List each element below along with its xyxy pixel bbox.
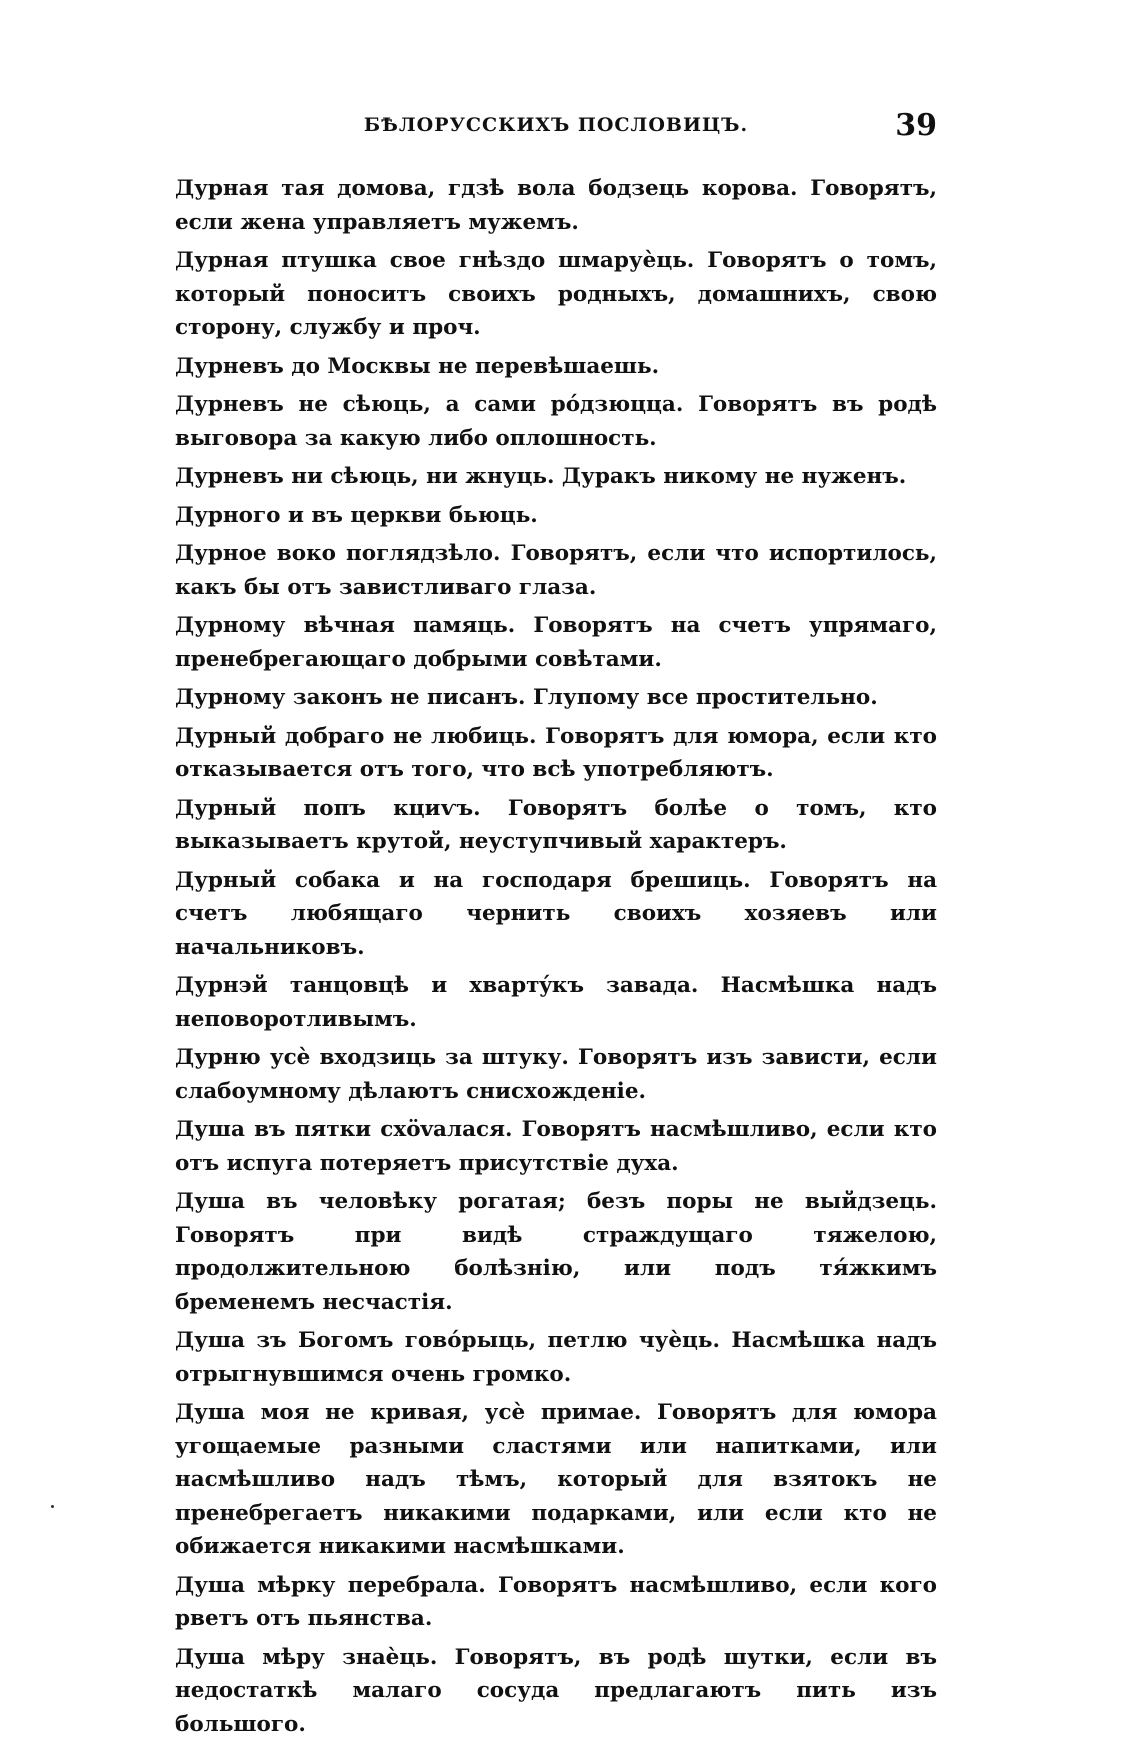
proverb-entry: Дурное воко поглядзѣло. Говорятъ, если что испортилось, какъ бы отъ завистливаго глаза.: [175, 541, 937, 600]
proverb-entry: Дурная тая домова, гдзѣ вола бодзець корова. Говорятъ, если жена управляетъ мужемъ.: [175, 176, 937, 235]
proverb-entry: Дурнэй танцовцѣ и хвартýкъ завада. Насмѣшка надъ неповоротливымъ.: [175, 973, 937, 1032]
running-title: БѢЛОРУССКИХЪ ПОСЛОВИЦЪ.: [363, 114, 749, 136]
proverb-entry: Душа мѣрку перебрала. Говорятъ насмѣшливо, если кого рветъ отъ пьянства.: [175, 1572, 937, 1631]
proverb-entry: Дурная птушка свое гнѣздо шмаруѐць. Говорятъ о томъ, который поноситъ своихъ родныхъ, домашнихъ, свою сторону, службу и проч.: [175, 248, 937, 340]
page-number: 39: [895, 108, 937, 143]
proverb-entry: Дурному законъ не писанъ. Глупому все простительно.: [175, 685, 878, 710]
proverb-entry: Дурный добраго не любиць. Говорятъ для юмора, если кто отказывается отъ того, что всѣ употребляютъ.: [175, 723, 937, 782]
proverb-entry: Душа мѣру знаѐць. Говорятъ, въ родѣ шутки, если въ недостаткѣ малаго сосуда предлагаютъ пить изъ большого.: [175, 1644, 937, 1737]
proverb-entry: Дурневъ ни сѣюць, ни жнуць. Дуракъ никому не нуженъ.: [175, 464, 907, 489]
proverb-entry: Душа зъ Богомъ говóрыць, петлю чуѐць. Насмѣшка надъ отрыгнувшимся очень громко.: [175, 1328, 937, 1387]
proverb-entry: Дурный собака и на господаря брешиць. Говорятъ на счетъ любящаго чернить своихъ хозяевъ или начальниковъ.: [175, 867, 937, 960]
proverb-entry: Дурню усѐ входзиць за штуку. Говорятъ изъ зависти, если слабоумному дѣлаютъ снисхожденіе.: [175, 1045, 937, 1104]
proverb-entry: Дурневъ не сѣюць, а сами рóдзюцца. Говорятъ въ родѣ выговора за какую либо оплошность.: [175, 392, 937, 451]
margin-speck: [51, 1505, 54, 1508]
proverb-entry: Дурного и въ церкви бьюць.: [175, 502, 538, 528]
proverb-entry: Душа въ пятки схövалася. Говорятъ насмѣшливо, если кто отъ испуга потеряетъ присутствіе духа.: [175, 1117, 937, 1176]
proverb-entry: Душа въ человѣку рогатая; безъ поры не выйдзець. Говорятъ при видѣ страждущаго тяжелою, продолжительною болѣзнію, или подъ тя́жкимъ бременемъ несчастія.: [175, 1189, 937, 1315]
proverb-entry: Душа моя не кривая, усѐ примае. Говорятъ для юмора угощаемые разными сластями или напитками, или насмѣшливо надъ тѣмъ, который для взятокъ не пренебрегаетъ никакими подарками, или если кто не обижается никакими насмѣшками.: [175, 1400, 937, 1559]
running-head: [175, 108, 937, 148]
proverb-entry: Дурневъ до Москвы не перевѣшаешь.: [175, 353, 660, 379]
proverb-entry: Дурный попъ кциѵъ. Говорятъ болѣе о томъ, кто выказываетъ крутой, неуступчивый характеръ.: [175, 795, 937, 854]
proverb-list: [175, 172, 937, 1746]
proverb-entry: Дурному вѣчная памяць. Говорятъ на счетъ упрямаго, пренебрегающаго добрыми совѣтами.: [175, 613, 937, 672]
